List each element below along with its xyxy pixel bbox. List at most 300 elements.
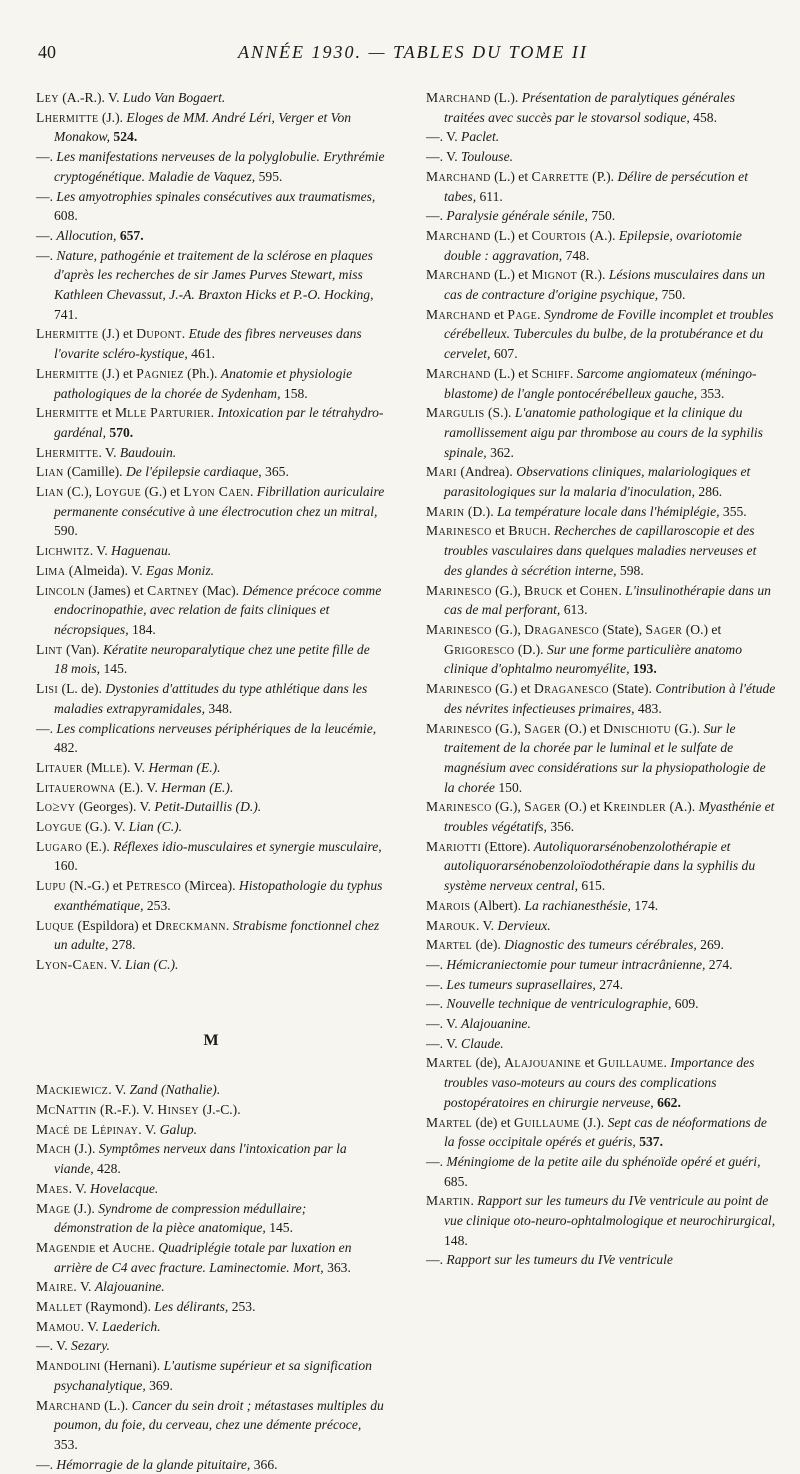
entry-text: Lian (C.). bbox=[125, 956, 179, 972]
entry-text: Martel bbox=[426, 1055, 473, 1071]
index-entry bbox=[426, 1034, 776, 1054]
entry-text: (L.) et bbox=[490, 267, 532, 283]
entry-text: (G.), bbox=[491, 799, 525, 815]
entry-text: (O.) et bbox=[560, 720, 604, 736]
index-entry bbox=[36, 1179, 386, 1199]
entry-text: . V. bbox=[80, 1318, 103, 1334]
entry-text: Lupu bbox=[36, 878, 66, 894]
entry-text: Sager bbox=[645, 621, 683, 637]
entry-text: Guillaume bbox=[597, 1055, 664, 1071]
entry-text: 160. bbox=[54, 858, 78, 874]
index-entry bbox=[36, 1120, 386, 1140]
entry-text: Les tumeurs suprasellaires, bbox=[446, 976, 596, 992]
entry-text: 685. bbox=[444, 1173, 468, 1189]
entry-text: Maire bbox=[36, 1279, 74, 1295]
entry-text: Rapport sur les tumeurs du IVe ventricule bbox=[446, 1252, 673, 1268]
entry-text: —. bbox=[36, 1456, 57, 1472]
entry-text: Dreckmann bbox=[155, 917, 226, 933]
entry-text: Lhermitte bbox=[36, 109, 99, 125]
entry-text: Marinesco bbox=[426, 720, 492, 736]
index-entry bbox=[426, 167, 776, 206]
entry-text: Courtois bbox=[531, 227, 587, 243]
entry-text: (State), bbox=[599, 621, 646, 637]
entry-text: . V. bbox=[138, 1121, 160, 1137]
index-entry bbox=[36, 88, 386, 108]
entry-text: 613. bbox=[560, 602, 588, 618]
entry-text: 278. bbox=[108, 937, 136, 953]
entry-text: L'anatomie pathologique et la clinique du ramollissement aigu par thrombose au cours de la syphilis spinale, bbox=[444, 405, 763, 460]
entry-text: —. V. bbox=[426, 1035, 462, 1051]
entry-text: Carrette bbox=[531, 168, 589, 184]
entry-text: (Georges). V. bbox=[75, 799, 155, 815]
index-entry bbox=[426, 226, 776, 265]
entry-text: (J.). bbox=[98, 109, 127, 125]
index-entry bbox=[426, 127, 776, 147]
entry-text: Lincoln bbox=[36, 582, 85, 598]
entry-text: 609. bbox=[671, 996, 699, 1012]
entry-text: 269. bbox=[696, 937, 724, 953]
entry-text: Dervieux. bbox=[497, 917, 551, 933]
index-entry bbox=[36, 482, 386, 541]
entry-text: 145. bbox=[100, 661, 128, 677]
entry-text: Luque bbox=[36, 917, 75, 933]
entry-text: 570. bbox=[109, 424, 134, 440]
entry-text: Magendie bbox=[36, 1239, 96, 1255]
entry-text: Loygue bbox=[95, 484, 142, 500]
index-entry bbox=[426, 521, 776, 580]
entry-text: (C.), bbox=[63, 484, 96, 500]
entry-text: (L.). bbox=[100, 1397, 132, 1413]
entry-text: (G.), bbox=[491, 621, 525, 637]
entry-text: (G.) et bbox=[491, 681, 534, 697]
entry-text: (Ettore). bbox=[481, 838, 534, 854]
entry-text: 253. bbox=[143, 897, 171, 913]
entry-text: Sept cas de néoformations de la fosse occipitale opérés et guéris, bbox=[444, 1114, 767, 1150]
index-entry bbox=[36, 679, 386, 718]
index-entry bbox=[426, 147, 776, 167]
entry-text: 750. bbox=[587, 208, 616, 224]
entry-text: Marchand bbox=[426, 168, 491, 184]
entry-text: Mari bbox=[426, 464, 457, 480]
entry-text: Mach bbox=[36, 1141, 71, 1157]
entry-text: Les délirants, bbox=[154, 1299, 229, 1315]
index-entry bbox=[36, 1238, 386, 1277]
entry-text: 615. bbox=[578, 878, 606, 894]
index-entry bbox=[36, 108, 386, 147]
entry-text: Claude. bbox=[461, 1035, 504, 1051]
entry-text: —. V. bbox=[36, 1338, 72, 1354]
index-entry bbox=[36, 324, 386, 363]
entry-text: lle bbox=[127, 405, 147, 421]
entry-text: Importance des troubles vaso-moteurs au cours des complications postopératoires en chirurgie nerveuse, bbox=[444, 1055, 755, 1110]
index-entry bbox=[36, 916, 386, 955]
index-entry bbox=[426, 1053, 776, 1112]
entry-text: Galup. bbox=[159, 1121, 198, 1137]
entry-text: (Almeida). V. bbox=[65, 562, 147, 578]
entry-text: 607. bbox=[490, 346, 518, 362]
entry-text: (Mac). bbox=[199, 582, 243, 598]
entry-text: 595. bbox=[255, 168, 283, 184]
index-entry bbox=[426, 896, 776, 916]
entry-text: et bbox=[491, 523, 509, 539]
index-entry bbox=[426, 502, 776, 522]
index-entry bbox=[36, 403, 386, 442]
entry-text: Mariotti bbox=[426, 838, 482, 854]
entry-text: Alajouanine. bbox=[94, 1279, 165, 1295]
entry-text: —. bbox=[36, 227, 57, 243]
entry-text: (S.). bbox=[484, 405, 515, 421]
entry-text: (G.), bbox=[491, 720, 525, 736]
entry-text: (O.) et bbox=[682, 621, 722, 637]
entry-text: (J.). bbox=[70, 1141, 99, 1157]
index-entry bbox=[36, 364, 386, 403]
index-entry bbox=[36, 758, 386, 778]
index-entry bbox=[36, 1139, 386, 1178]
entry-text: 362. bbox=[486, 444, 514, 460]
entry-text: 286. bbox=[695, 484, 723, 500]
entry-text: . bbox=[547, 523, 554, 539]
entry-text: Les manifestations nerveuses de la polyglobulie. Erythrémie cryptogénétique. Maladie de Vaquez, bbox=[54, 149, 385, 184]
entry-text: 590. bbox=[54, 523, 78, 539]
index-entry bbox=[426, 1014, 776, 1034]
entry-text: Recherches de capillaroscopie et des troubles vasculaires dans quelques maladies nerveuses et des glandes à sécrétion interne, bbox=[444, 523, 757, 578]
entry-text: Mackiewicz bbox=[36, 1082, 109, 1098]
index-entry bbox=[36, 1317, 386, 1337]
entry-text: (A.). bbox=[666, 799, 699, 815]
index-entry bbox=[36, 817, 386, 837]
entry-text: 483. bbox=[634, 700, 662, 716]
entry-text: Présentation de paralytiques générales traitées avec succès par le stovarsol sodique, bbox=[444, 90, 736, 125]
entry-text: 482. bbox=[54, 740, 78, 756]
entry-text: 145. bbox=[265, 1220, 293, 1236]
entry-text: 184. bbox=[128, 621, 156, 637]
entry-text: Maes bbox=[36, 1180, 69, 1196]
entry-text: 608. bbox=[54, 208, 78, 224]
index-entry bbox=[36, 443, 386, 463]
entry-text: (P.). bbox=[588, 168, 618, 184]
entry-text: Quadriplégie totale par luxation en arrière de C4 avec fracture. Laminectomie. Mort, bbox=[54, 1239, 352, 1275]
entry-text: (J.-C.). bbox=[199, 1102, 241, 1118]
entry-text: Herman (E.). bbox=[148, 759, 221, 775]
page-number: 40 bbox=[38, 42, 56, 62]
entry-text: Martel bbox=[426, 1114, 473, 1130]
index-entry bbox=[36, 640, 386, 679]
entry-text: 150. bbox=[494, 779, 523, 795]
entry-text: 458. bbox=[689, 109, 717, 125]
entry-text: —. bbox=[426, 956, 447, 972]
entry-text: Sur une forme particulière anatomo clinique d'ophtalmo neuromyélite, bbox=[444, 641, 743, 677]
index-entry bbox=[426, 1152, 776, 1191]
entry-text: Mandolini bbox=[36, 1358, 101, 1374]
entry-text: —. bbox=[36, 247, 57, 263]
entry-text: Mignot bbox=[531, 267, 578, 283]
entry-text: Fibrillation auriculaire permanente consécutive à une électrocution chez un mitral, bbox=[54, 484, 385, 519]
entry-text: Hinsey bbox=[157, 1102, 200, 1118]
entry-text: Toulouse. bbox=[461, 149, 514, 165]
entry-text: Anatomie et physiologie pathologiques de la chorée de Sydenham, bbox=[54, 365, 353, 401]
entry-text: . bbox=[249, 484, 257, 500]
entry-text: . V. bbox=[476, 917, 498, 933]
entry-text: (R.-F.). V. bbox=[96, 1102, 158, 1118]
entry-text: Kreindler bbox=[603, 799, 667, 815]
entry-text: Diagnostic des tumeurs cérébrales, bbox=[504, 937, 697, 953]
entry-text: (D.). bbox=[464, 503, 497, 519]
entry-text: Marchand bbox=[36, 1397, 101, 1413]
index-entry bbox=[426, 797, 776, 836]
entry-text: Lhermitte bbox=[36, 365, 99, 381]
entry-text: et M bbox=[98, 405, 128, 421]
entry-text: Pagniez bbox=[136, 365, 184, 381]
entry-text: (Ph.). bbox=[183, 365, 221, 381]
entry-text: Marouk bbox=[426, 917, 477, 933]
entry-text: (J.) et bbox=[98, 365, 137, 381]
entry-text: Les complications nerveuses périphériques de la leucémie, bbox=[56, 720, 377, 736]
entry-text: Alajouanine bbox=[504, 1055, 582, 1071]
index-entry bbox=[426, 206, 776, 226]
entry-text: —. V. bbox=[426, 1016, 462, 1032]
entry-text: et bbox=[563, 582, 580, 598]
entry-text: Paclet. bbox=[461, 129, 500, 145]
index-entry bbox=[36, 797, 386, 817]
index-entry bbox=[426, 581, 776, 620]
entry-text: (R.). bbox=[577, 267, 609, 283]
entry-text: L'autisme supérieur et sa signification psychanalytique, bbox=[54, 1358, 372, 1393]
entry-text: . bbox=[210, 405, 218, 421]
entry-text: (E.). V. bbox=[115, 779, 162, 795]
entry-text: Litauer bbox=[36, 759, 83, 775]
entry-text: Grigoresco bbox=[444, 641, 515, 657]
index-entry bbox=[36, 778, 386, 798]
entry-text: —. bbox=[426, 208, 447, 224]
entry-text: 356. bbox=[546, 819, 575, 835]
entry-text: (Van). bbox=[62, 641, 103, 657]
entry-text: Rapport sur les tumeurs du IVe ventricule au point de vue clinique oto-neuro-ophtalmologique et neurochirurgical, bbox=[444, 1193, 776, 1229]
entry-text: Marchand bbox=[426, 365, 491, 381]
index-entry bbox=[426, 88, 776, 127]
entry-text: Haguenau. bbox=[111, 543, 172, 559]
entry-text: Contribution à l'étude des névrites infectieuses primaires, bbox=[444, 681, 776, 716]
entry-text: Nature, pathogénie et traitement de la sclérose en plaques d'après les recherches de sir James Purves Stewart, miss Kathleen Chevassut, J.-A. Braxton Hicks et P.-O. Hocking, bbox=[54, 247, 374, 303]
entry-text: Eloges de MM. André Léri, Verger et Von Monakow, bbox=[54, 109, 352, 145]
entry-text: —. V. bbox=[426, 149, 462, 165]
entry-text: Lo≥vy bbox=[36, 799, 76, 815]
entry-text: 148. bbox=[444, 1232, 468, 1248]
entry-text: Bruck bbox=[524, 582, 564, 598]
entry-text: (G.), bbox=[491, 582, 525, 598]
entry-text: Mage bbox=[36, 1200, 71, 1216]
entry-text: Intoxication par le tétrahydro-gardénal, bbox=[54, 405, 384, 440]
entry-text: —. bbox=[36, 720, 57, 736]
entry-text: Zand (Nathalie). bbox=[129, 1082, 221, 1098]
entry-text: Marinesco bbox=[426, 621, 492, 637]
entry-text: Litauerowna bbox=[36, 779, 116, 795]
index-entry bbox=[426, 975, 776, 995]
entry-text: Marin bbox=[426, 503, 465, 519]
entry-text: (G.). bbox=[670, 720, 704, 736]
index-entries-m-continued bbox=[426, 88, 776, 1270]
entry-text: (J.) et bbox=[98, 326, 137, 342]
entry-text: (Andrea). bbox=[456, 464, 517, 480]
entry-text: Laederich. bbox=[102, 1318, 161, 1334]
index-entry bbox=[36, 1199, 386, 1238]
entry-text: 363. bbox=[323, 1259, 351, 1275]
entry-text: Parturier bbox=[150, 405, 211, 421]
entry-text: (Espildora) et bbox=[74, 917, 156, 933]
entry-text: (Hernani). bbox=[100, 1358, 164, 1374]
entry-text: 662. bbox=[657, 1094, 681, 1110]
entry-text: Lian (C.). bbox=[128, 819, 183, 835]
entry-text: lle bbox=[102, 759, 123, 775]
entry-text: (James) et bbox=[84, 582, 148, 598]
entry-text: Ludo Van Bogaert. bbox=[122, 90, 226, 105]
entry-text: Loygue bbox=[36, 819, 82, 835]
index-entry bbox=[36, 1100, 386, 1120]
entry-text: (L.). bbox=[490, 90, 522, 105]
entry-text: 657. bbox=[119, 227, 144, 243]
entry-text: Symptômes nerveux dans l'intoxication par la viande, bbox=[54, 1141, 347, 1177]
entry-text: Macé de Lépinay bbox=[36, 1121, 139, 1137]
entry-text: Marois bbox=[426, 897, 471, 913]
index-entry bbox=[36, 1396, 386, 1455]
entry-text: Cancer du sein droit ; métastases multiples du poumon, du foie, du cerveau, chez une démente précoce, bbox=[54, 1397, 384, 1433]
entry-text: Réflexes idio-musculaires et synergie musculaire, bbox=[113, 838, 382, 854]
entry-text: . V. bbox=[89, 543, 112, 559]
entry-text: (A.). bbox=[586, 227, 619, 243]
entry-text: Baudouin. bbox=[119, 444, 177, 460]
entry-text: 366. bbox=[250, 1456, 278, 1472]
entry-text: Draganesco bbox=[524, 621, 600, 637]
entry-text: (de), bbox=[472, 1055, 505, 1071]
entry-text: Lhermitte bbox=[36, 405, 99, 421]
entry-text: —. bbox=[426, 976, 447, 992]
entry-text: 461. bbox=[187, 346, 215, 362]
entry-text: (G.). V. bbox=[81, 819, 129, 835]
entry-text: (O.) et bbox=[560, 799, 604, 815]
right-column bbox=[426, 88, 776, 1270]
entry-text: —. bbox=[36, 188, 57, 204]
entry-text: 253. bbox=[228, 1299, 256, 1315]
index-entry bbox=[36, 462, 386, 482]
entry-text: . V. bbox=[108, 1082, 130, 1098]
entry-text: Guillaume bbox=[514, 1114, 580, 1130]
entry-text: 274. bbox=[595, 976, 623, 992]
entry-text: Sager bbox=[524, 799, 561, 815]
index-entry bbox=[36, 1356, 386, 1395]
section-letter: M bbox=[203, 1031, 219, 1049]
index-entry bbox=[426, 916, 776, 936]
entry-text: Dupont bbox=[136, 326, 182, 342]
entry-text: Hémicraniectomie pour tumeur intracrânienne, bbox=[446, 956, 706, 972]
index-entry bbox=[426, 955, 776, 975]
index-entry bbox=[426, 364, 776, 403]
entry-text: . bbox=[569, 365, 577, 381]
entry-text: Marchand bbox=[426, 227, 491, 243]
entry-text: 598. bbox=[616, 562, 644, 578]
entry-text: Autoliquorarsénobenzolothérapie et autoliquorarsénobenzoloïodothérapie dans la syphilis du système nerveux central, bbox=[444, 838, 756, 894]
entry-text: (State). bbox=[608, 681, 656, 697]
entry-text: Dystonies d'attitudes du type athlétique dans les maladies extrapyramidales, bbox=[54, 681, 368, 716]
entry-text: Dnischiotu bbox=[603, 720, 671, 736]
entry-text: Paralysie générale sénile, bbox=[446, 208, 588, 224]
entry-text: 174. bbox=[630, 897, 659, 913]
entry-text: Alajouanine. bbox=[461, 1016, 531, 1032]
index-entry bbox=[36, 1336, 386, 1356]
entry-text: Nouvelle technique de ventriculographie, bbox=[446, 996, 672, 1012]
entry-text: 369. bbox=[145, 1377, 173, 1393]
entry-text: Syndrome de compression médullaire; démonstration de la pièce anatomique, bbox=[54, 1200, 307, 1236]
index-entry bbox=[36, 1455, 386, 1474]
index-entry bbox=[426, 462, 776, 501]
entry-text: Lésions musculaires dans un cas de contracture d'origine psychique, bbox=[444, 267, 766, 303]
left-column bbox=[36, 88, 386, 1474]
index-entry bbox=[36, 876, 386, 915]
entry-text: . bbox=[618, 582, 626, 598]
entry-text: (A.-R.). V. bbox=[58, 90, 123, 105]
index-entry bbox=[36, 226, 386, 246]
entry-text: Kératite neuroparalytique chez une petite fille de 18 mois, bbox=[54, 641, 370, 677]
entry-text: (de). bbox=[472, 937, 505, 953]
entry-text: 365. bbox=[261, 464, 289, 480]
entry-text: Strabisme fonctionnel chez un adulte, bbox=[54, 917, 380, 953]
entry-text: (Raymond). bbox=[82, 1299, 155, 1315]
entry-text: 193. bbox=[632, 661, 657, 677]
index-entry bbox=[36, 187, 386, 226]
index-entry bbox=[36, 541, 386, 561]
entry-text: Lint bbox=[36, 641, 63, 657]
entry-text: —. bbox=[426, 996, 447, 1012]
entry-text: McNattin bbox=[36, 1102, 97, 1118]
entry-text: et bbox=[95, 1239, 113, 1255]
entry-text: 274. bbox=[705, 956, 733, 972]
index-entry bbox=[426, 719, 776, 798]
entry-text: . V. bbox=[98, 444, 120, 460]
entry-text: 428. bbox=[93, 1161, 121, 1177]
entry-text: Cohen bbox=[579, 582, 619, 598]
entry-text: Martin bbox=[426, 1193, 471, 1209]
entry-text: Schiff bbox=[531, 365, 570, 381]
entry-text: (Albert). bbox=[470, 897, 525, 913]
entry-text: Lyon-Caen bbox=[36, 956, 104, 972]
entry-text: Lian bbox=[36, 464, 64, 480]
entry-text: Ley bbox=[36, 90, 59, 105]
entry-text: Syndrome de Foville incomplet et troubles cérébelleux. Tubercules du bulbe, de la protubérance et du cervelet, bbox=[444, 306, 774, 362]
entry-text: Egas Moniz. bbox=[146, 562, 215, 578]
index-entry bbox=[36, 1297, 386, 1317]
index-entry bbox=[426, 837, 776, 896]
entry-text: Hovelacque. bbox=[90, 1180, 159, 1196]
entry-text: et bbox=[581, 1055, 598, 1071]
entry-text: Allocution, bbox=[56, 227, 117, 243]
entry-text: . bbox=[663, 1055, 671, 1071]
entry-text: . V. bbox=[68, 1180, 91, 1196]
entry-text: (L.) et bbox=[490, 168, 532, 184]
entry-text: (D.). bbox=[514, 641, 547, 657]
entry-text: Sezary. bbox=[71, 1338, 110, 1354]
entry-text: (N.-G.) et bbox=[65, 878, 126, 894]
entry-text: . bbox=[151, 1239, 159, 1255]
entry-text: Petresco bbox=[125, 878, 182, 894]
entry-text: 524. bbox=[113, 129, 138, 145]
index-entries-l bbox=[36, 88, 386, 975]
entry-text: (L.) et bbox=[490, 227, 532, 243]
entry-text: —. V. bbox=[426, 129, 462, 145]
entry-text: —. bbox=[36, 149, 57, 165]
index-entry bbox=[36, 147, 386, 186]
entry-text: Sarcome angiomateux (méningo-blastome) de l'angle pontocérébelleux gauche, bbox=[444, 365, 757, 401]
index-entry bbox=[36, 246, 386, 325]
entry-text: (de) et bbox=[472, 1114, 514, 1130]
index-entry bbox=[36, 561, 386, 581]
